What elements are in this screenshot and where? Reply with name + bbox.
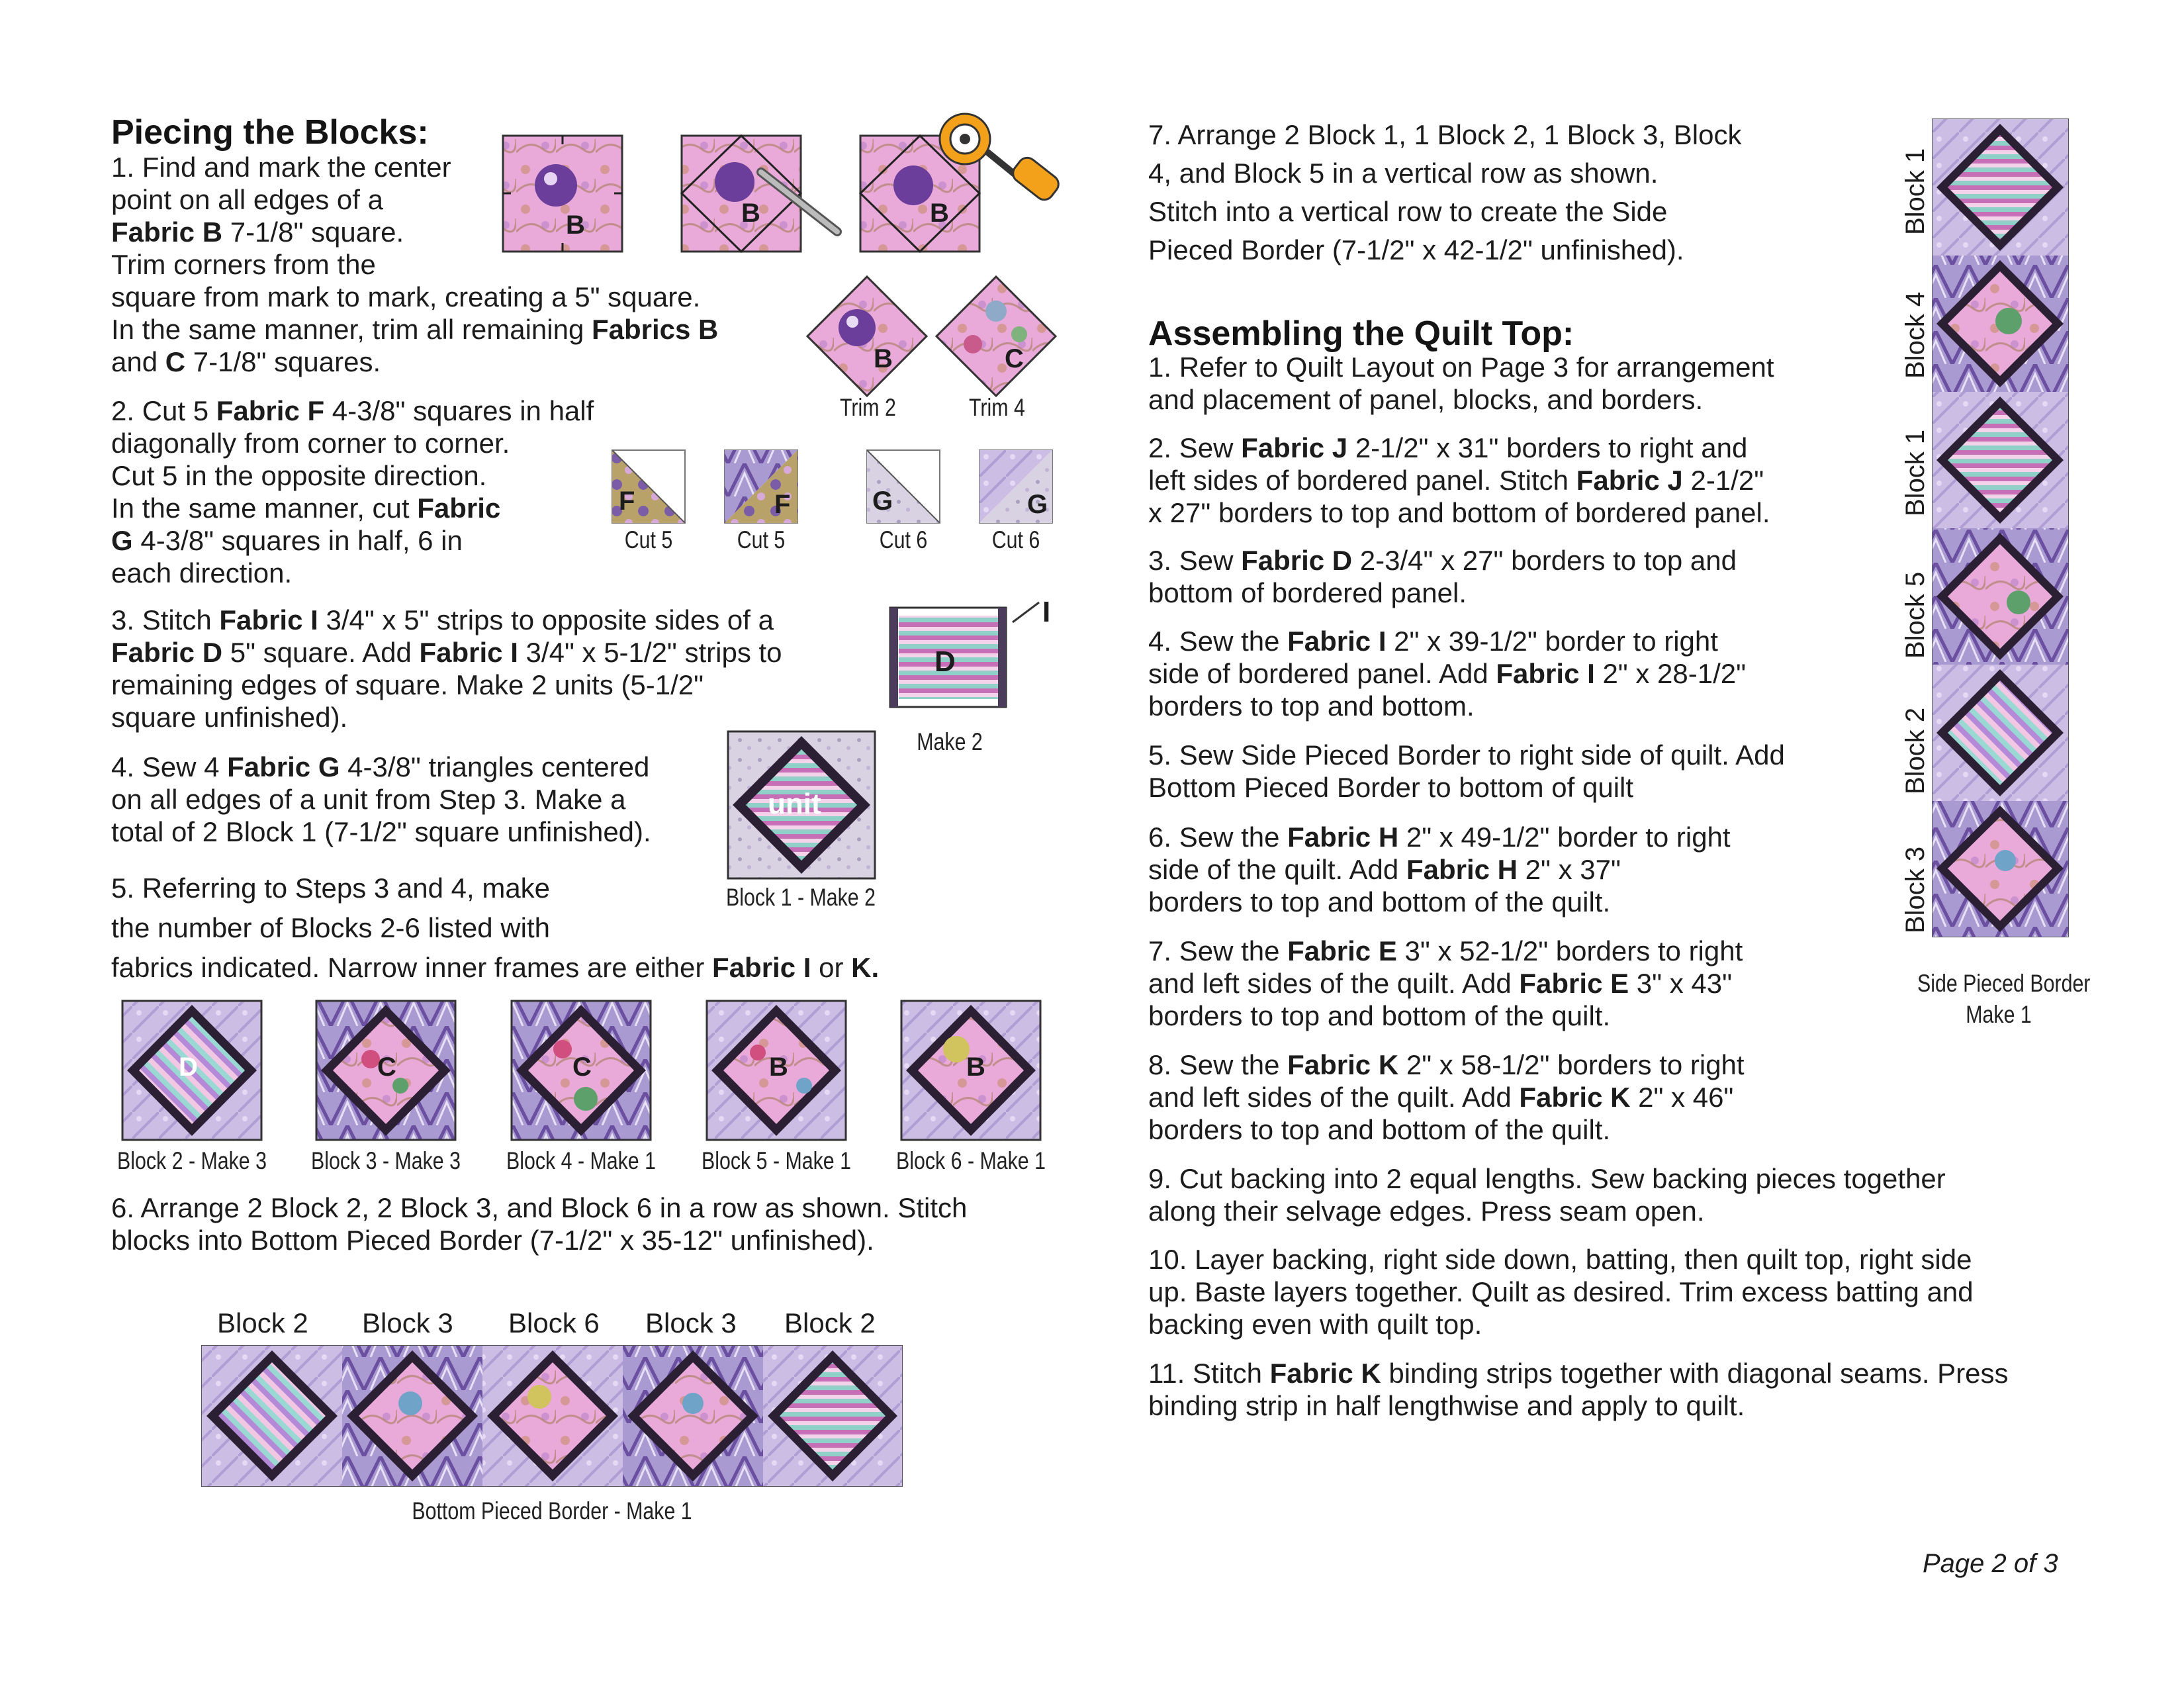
caption-block1: Block 1 - Make 2: [726, 884, 876, 911]
bottom-label-4: Block 3: [645, 1307, 737, 1338]
page-number: Page 2 of 3: [1923, 1549, 2058, 1578]
bottom-block-2a: [202, 1346, 342, 1486]
step5-text: 5. Referring to Steps 3 and 4, make the number of Blocks 2-6 listed with fabrics indicated. Narrow inner frames are either Fabric I or K.: [111, 872, 880, 983]
bottom-pieced-border: [202, 1346, 902, 1486]
assemble-step1: 1. Refer to Quilt Layout on Page 3 for arrangement and placement of panel, blocks, and borders.: [1148, 352, 1774, 415]
trim-diamond-c: [936, 277, 1056, 396]
step1-text: 1. Find and mark the center point on all edges of a Fabric B 7-1/8" square. Trim corners from the: [111, 152, 451, 280]
heading-piecing-blocks: Piecing the Blocks:: [111, 113, 429, 152]
trim-diamond-b: [807, 277, 927, 396]
caption-cut6a: Cut 6: [879, 526, 928, 553]
side-block-1b: [1933, 392, 2068, 528]
caption-cut6b: Cut 6: [991, 526, 1040, 553]
side-label-block5: Block 5: [1901, 571, 1930, 659]
bottom-label-1: Block 2: [217, 1307, 308, 1338]
bottom-block-3a: [342, 1346, 482, 1486]
letter-b-2: B: [741, 199, 760, 228]
step7-side-border-text: 7. Arrange 2 Block 1, 1 Block 2, 1 Block 3, Block 4, and Block 5 in a vertical row as shown. Stitch into a vertical row to create the Side Pieced Border (7-1/2" x 42-1/2" unfinished).: [1148, 119, 1742, 265]
assemble-step10: 10. Layer backing, right side down, batting, then quilt top, right side up. Baste layers together. Quilt as desired. Trim excess batting and backing even with quilt top.: [1148, 1244, 1974, 1340]
letter-f-1: F: [619, 487, 635, 516]
side-block-5: [1933, 528, 2068, 665]
side-pieced-border: [1933, 119, 2068, 937]
heading-assembling: Assembling the Quilt Top:: [1148, 314, 1574, 353]
assemble-step11: 11. Stitch Fabric K binding strips together with diagonal seams. Press binding strip in half lengthwise and apply to quilt.: [1148, 1358, 2009, 1421]
step1-text-cont: square from mark to mark, creating a 5" square. In the same manner, trim all remaining Fabrics B and C 7-1/8" squares.: [111, 281, 719, 377]
letter-c-block3: C: [377, 1053, 396, 1082]
side-label-block3: Block 3: [1901, 846, 1930, 933]
caption-block4: Block 4 - Make 1: [506, 1147, 656, 1174]
caption-make2: Make 2: [917, 728, 983, 755]
assemble-step5: 5. Sew Side Pieced Border to right side of quilt. Add Bottom Pieced Border to bottom of quilt: [1148, 739, 1785, 803]
letter-unit: unit: [768, 788, 821, 820]
bottom-block-6: [482, 1346, 623, 1486]
letter-b-block6: B: [966, 1053, 985, 1082]
caption-trim2: Trim 2: [840, 394, 896, 421]
letter-d: D: [934, 645, 956, 678]
caption-block5: Block 5 - Make 1: [702, 1147, 851, 1174]
caption-bottom-border: Bottom Pieced Border - Make 1: [412, 1497, 692, 1524]
caption-block3: Block 3 - Make 3: [311, 1147, 461, 1174]
bottom-block-3b: [623, 1346, 763, 1486]
side-block-1a: [1933, 119, 2068, 256]
side-label-block1a: Block 1: [1901, 148, 1930, 235]
letter-b-4: B: [874, 344, 893, 373]
side-label-block2: Block 2: [1901, 707, 1930, 794]
caption-trim4: Trim 4: [969, 394, 1025, 421]
letter-b-block5: B: [769, 1053, 788, 1082]
letter-b-3: B: [930, 199, 949, 228]
side-label-block4: Block 4: [1901, 291, 1930, 379]
fabric-b-square-marked: [503, 136, 622, 252]
assemble-step4: 4. Sew the Fabric I 2" x 39-1/2" border to right side of bordered panel. Add Fabric I 2" x 28-1/2" borders to top and bottom.: [1148, 626, 1747, 722]
caption-block2: Block 2 - Make 3: [117, 1147, 267, 1174]
caption-cut5b: Cut 5: [737, 526, 786, 553]
side-block-2: [1933, 665, 2068, 801]
step2-text: 2. Cut 5 Fabric F 4-3/8" squares in half diagonally from corner to corner. Cut 5 in the opposite direction. In the same manner, cut Fabric G 4-3/8" squares in half, 6 in each direction.: [111, 395, 594, 588]
letter-d-block2: D: [179, 1053, 198, 1082]
letter-i: I: [1042, 596, 1051, 628]
assemble-step8: 8. Sew the Fabric K 2" x 58-1/2" borders to right and left sides of the quilt. Add Fabric K 2" x 46" borders to top and bottom of the quilt.: [1148, 1049, 1745, 1145]
letter-f-2: F: [774, 490, 791, 519]
letter-g-2: G: [1027, 490, 1048, 519]
bottom-label-5: Block 2: [784, 1307, 876, 1338]
fabric-d-framed-unit: [890, 602, 1039, 707]
side-block-3: [1933, 801, 2068, 937]
assemble-step7: 7. Sew the Fabric E 3" x 52-1/2" borders to right and left sides of the quilt. Add Fabric E 3" x 43" borders to top and bottom of the quilt.: [1148, 935, 1743, 1031]
bottom-label-2: Block 3: [362, 1307, 453, 1338]
assemble-step2: 2. Sew Fabric J 2-1/2" x 31" borders to right and left sides of bordered panel. Stitch Fabric J 2-1/2" x 27" borders to top and bottom of bordered panel.: [1148, 432, 1770, 528]
letter-c-block4: C: [572, 1053, 592, 1082]
bottom-label-3: Block 6: [508, 1307, 600, 1338]
side-block-4: [1933, 256, 2068, 392]
step4-text: 4. Sew 4 Fabric G 4-3/8" triangles centered on all edges of a unit from Step 3. Make a total of 2 Block 1 (7-1/2" square unfinished).: [111, 751, 651, 847]
assemble-step6: 6. Sew the Fabric H 2" x 49-1/2" border to right side of the quilt. Add Fabric H 2" x 37" borders to top and bottom of the quilt.: [1148, 821, 1731, 917]
letter-b-1: B: [566, 211, 585, 240]
assemble-step3: 3. Sew Fabric D 2-3/4" x 27" borders to top and bottom of bordered panel.: [1148, 545, 1737, 608]
step3-text: 3. Stitch Fabric I 3/4" x 5" strips to opposite sides of a Fabric D 5" square. Add Fabric I 3/4" x 5-1/2" strips to remaining edges of square. Make 2 units (5-1/2" square unfinished).: [111, 604, 782, 733]
step6-text: 6. Arrange 2 Block 2, 2 Block 3, and Block 6 in a row as shown. Stitch blocks into Bottom Pieced Border (7-1/2" x 35-12" unfinished).: [111, 1192, 968, 1256]
caption-cut5a: Cut 5: [624, 526, 673, 553]
caption-block6: Block 6 - Make 1: [896, 1147, 1046, 1174]
side-border-caption: Side Pieced Border: [1917, 970, 2091, 997]
fabric-b-square-drawn-lines: [682, 136, 837, 252]
side-border-caption-make: Make 1: [1966, 1001, 2032, 1028]
side-label-block1b: Block 1: [1901, 429, 1930, 516]
bottom-block-2b: [763, 1346, 902, 1486]
letter-c: C: [1005, 344, 1024, 373]
letter-g-1: G: [872, 487, 893, 516]
assemble-step9: 9. Cut backing into 2 equal lengths. Sew backing pieces together along their selvage edges. Press seam open.: [1148, 1163, 1946, 1227]
